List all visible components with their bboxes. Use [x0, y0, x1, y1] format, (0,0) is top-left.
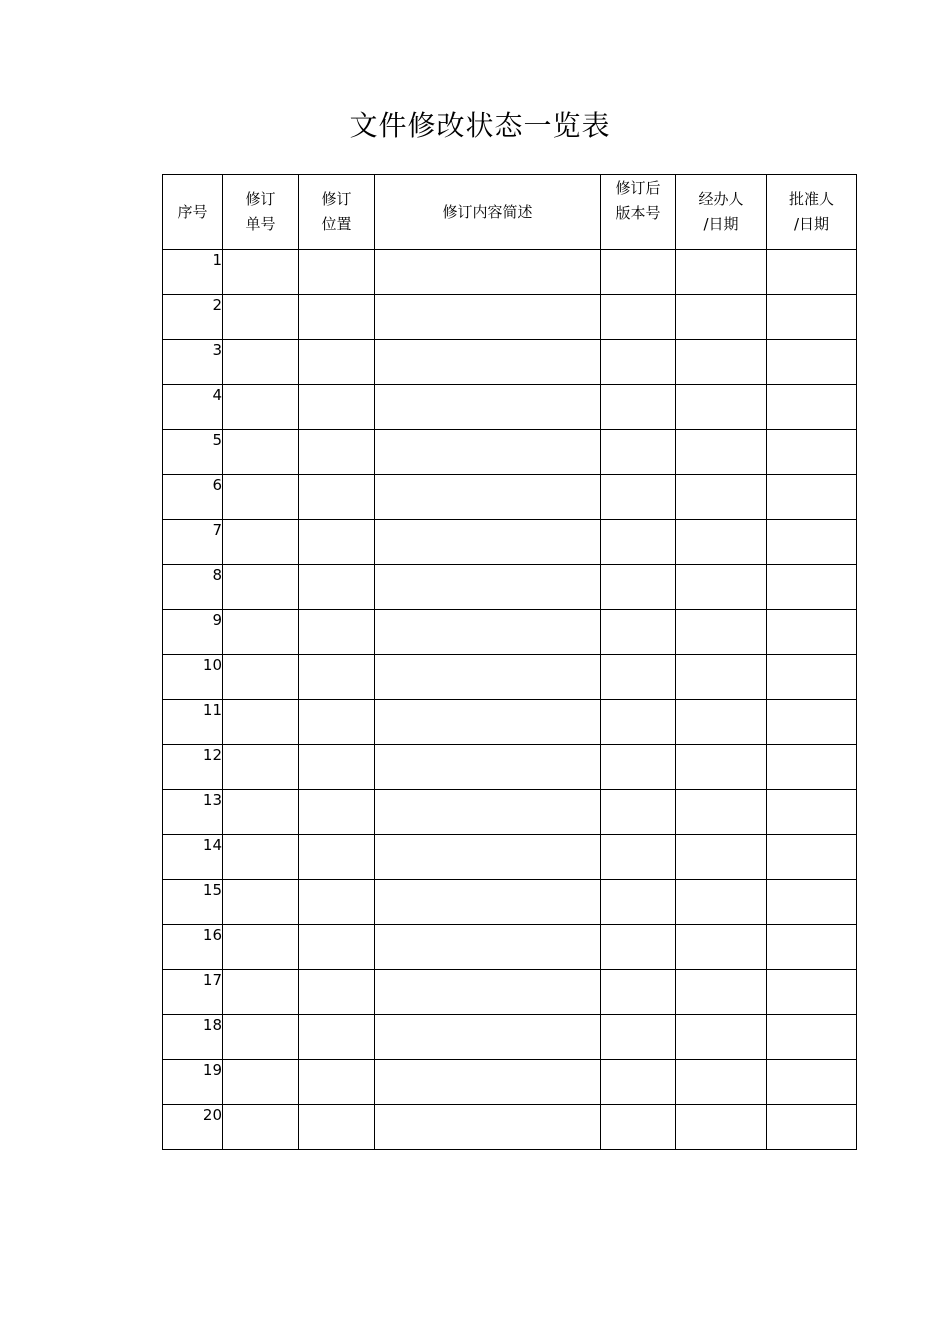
table-row — [163, 655, 857, 700]
table-row — [163, 475, 857, 520]
seq-number-cell: 1 — [163, 250, 223, 295]
version-cell[interactable] — [601, 520, 676, 565]
revision-location-cell[interactable] — [299, 1015, 375, 1060]
revision-order-no-cell[interactable] — [223, 655, 299, 700]
revision-summary-cell[interactable] — [375, 880, 601, 925]
revision-location-cell[interactable] — [299, 520, 375, 565]
version-cell[interactable] — [601, 565, 676, 610]
seq-number-cell: 13 — [163, 790, 223, 835]
seq-number-cell: 11 — [163, 700, 223, 745]
header-seq-no: 序号 — [163, 175, 223, 250]
seq-number-cell: 18 — [163, 1015, 223, 1060]
approver-date-cell[interactable] — [767, 1015, 857, 1060]
approver-date-cell[interactable] — [767, 1060, 857, 1105]
handler-date-cell[interactable] — [676, 835, 767, 880]
handler-date-cell[interactable] — [676, 565, 767, 610]
seq-number-cell: 9 — [163, 610, 223, 655]
revision-summary-cell[interactable] — [375, 700, 601, 745]
table-row — [163, 295, 857, 340]
approver-date-cell[interactable] — [767, 745, 857, 790]
approver-date-cell[interactable] — [767, 655, 857, 700]
revision-location-cell[interactable] — [299, 1060, 375, 1105]
handler-date-cell[interactable] — [676, 790, 767, 835]
handler-date-cell[interactable] — [676, 970, 767, 1015]
page-title: 文件修改状态一览表 — [349, 109, 611, 142]
revision-location-cell[interactable] — [299, 835, 375, 880]
handler-date-cell[interactable] — [676, 250, 767, 295]
approver-date-cell[interactable] — [767, 250, 857, 295]
seq-number-cell: 6 — [163, 475, 223, 520]
seq-number-cell: 8 — [163, 565, 223, 610]
table-row — [163, 925, 857, 970]
revision-order-no-cell[interactable] — [223, 1105, 299, 1150]
revision-summary-cell[interactable] — [375, 340, 601, 385]
approver-date-cell[interactable] — [767, 520, 857, 565]
seq-number-cell: 20 — [163, 1105, 223, 1150]
revision-summary-cell[interactable] — [375, 610, 601, 655]
version-cell[interactable] — [601, 385, 676, 430]
revision-order-no-cell[interactable] — [223, 385, 299, 430]
revision-summary-cell[interactable] — [375, 1105, 601, 1150]
revision-order-no-cell[interactable] — [223, 295, 299, 340]
header-version-after-revision: 修订后 版本号 — [601, 175, 676, 250]
revision-status-table — [162, 174, 857, 1150]
seq-number-cell: 7 — [163, 520, 223, 565]
version-cell[interactable] — [601, 745, 676, 790]
handler-date-cell[interactable] — [676, 880, 767, 925]
seq-number-cell: 5 — [163, 430, 223, 475]
approver-date-cell[interactable] — [767, 430, 857, 475]
seq-number-cell: 4 — [163, 385, 223, 430]
table-row — [163, 790, 857, 835]
table-row — [163, 250, 857, 295]
approver-date-cell[interactable] — [767, 1105, 857, 1150]
revision-location-cell[interactable] — [299, 700, 375, 745]
header-handler-date: 经办人 /日期 — [676, 175, 767, 250]
table-row — [163, 880, 857, 925]
revision-summary-cell[interactable] — [375, 790, 601, 835]
revision-order-no-cell[interactable] — [223, 475, 299, 520]
revision-summary-cell[interactable] — [375, 430, 601, 475]
seq-number-cell: 17 — [163, 970, 223, 1015]
approver-date-cell[interactable] — [767, 925, 857, 970]
revision-summary-cell[interactable] — [375, 385, 601, 430]
revision-order-no-cell[interactable] — [223, 610, 299, 655]
revision-order-no-cell[interactable] — [223, 925, 299, 970]
revision-location-cell[interactable] — [299, 790, 375, 835]
revision-summary-cell[interactable] — [375, 970, 601, 1015]
handler-date-cell[interactable] — [676, 1105, 767, 1150]
seq-number-cell: 2 — [163, 295, 223, 340]
version-cell[interactable] — [601, 655, 676, 700]
revision-summary-cell[interactable] — [375, 295, 601, 340]
version-cell[interactable] — [601, 925, 676, 970]
table-row — [163, 385, 857, 430]
revision-location-cell[interactable] — [299, 295, 375, 340]
revision-location-cell[interactable] — [299, 880, 375, 925]
table-row — [163, 970, 857, 1015]
handler-date-cell[interactable] — [676, 1015, 767, 1060]
approver-date-cell[interactable] — [767, 880, 857, 925]
table-row — [163, 1060, 857, 1105]
table-row — [163, 520, 857, 565]
revision-summary-cell[interactable] — [375, 835, 601, 880]
table-row — [163, 835, 857, 880]
handler-date-cell[interactable] — [676, 430, 767, 475]
revision-location-cell[interactable] — [299, 745, 375, 790]
approver-date-cell[interactable] — [767, 790, 857, 835]
version-cell[interactable] — [601, 1105, 676, 1150]
revision-order-no-cell[interactable] — [223, 520, 299, 565]
revision-location-cell[interactable] — [299, 340, 375, 385]
version-cell[interactable] — [601, 835, 676, 880]
revision-summary-cell[interactable] — [375, 565, 601, 610]
revision-location-cell[interactable] — [299, 385, 375, 430]
header-approver-date: 批准人 /日期 — [767, 175, 857, 250]
revision-order-no-cell[interactable] — [223, 340, 299, 385]
revision-order-no-cell[interactable] — [223, 745, 299, 790]
revision-summary-cell[interactable] — [375, 1015, 601, 1060]
handler-date-cell[interactable] — [676, 1060, 767, 1105]
header-revision-order-no: 修订 单号 — [223, 175, 299, 250]
revision-summary-cell[interactable] — [375, 1060, 601, 1105]
version-cell[interactable] — [601, 610, 676, 655]
table-row — [163, 565, 857, 610]
revision-location-cell[interactable] — [299, 430, 375, 475]
seq-number-cell: 15 — [163, 880, 223, 925]
approver-date-cell[interactable] — [767, 700, 857, 745]
table-row — [163, 340, 857, 385]
approver-date-cell[interactable] — [767, 835, 857, 880]
revision-order-no-cell[interactable] — [223, 430, 299, 475]
approver-date-cell[interactable] — [767, 475, 857, 520]
table-row — [163, 1105, 857, 1150]
version-cell[interactable] — [601, 1015, 676, 1060]
version-cell[interactable] — [601, 430, 676, 475]
revision-summary-cell[interactable] — [375, 475, 601, 520]
approver-date-cell[interactable] — [767, 970, 857, 1015]
handler-date-cell[interactable] — [676, 700, 767, 745]
table-row — [163, 745, 857, 790]
version-cell[interactable] — [601, 790, 676, 835]
version-cell[interactable] — [601, 295, 676, 340]
handler-date-cell[interactable] — [676, 340, 767, 385]
version-cell[interactable] — [601, 250, 676, 295]
table-row — [163, 430, 857, 475]
version-cell[interactable] — [601, 970, 676, 1015]
handler-date-cell[interactable] — [676, 925, 767, 970]
revision-location-cell[interactable] — [299, 1105, 375, 1150]
approver-date-cell[interactable] — [767, 295, 857, 340]
revision-order-no-cell[interactable] — [223, 790, 299, 835]
table-row — [163, 610, 857, 655]
approver-date-cell[interactable] — [767, 340, 857, 385]
approver-date-cell[interactable] — [767, 385, 857, 430]
seq-number-cell: 16 — [163, 925, 223, 970]
approver-date-cell[interactable] — [767, 610, 857, 655]
revision-order-no-cell[interactable] — [223, 970, 299, 1015]
revision-summary-cell[interactable] — [375, 745, 601, 790]
handler-date-cell[interactable] — [676, 385, 767, 430]
revision-order-no-cell[interactable] — [223, 1015, 299, 1060]
table-row — [163, 1015, 857, 1060]
revision-location-cell[interactable] — [299, 925, 375, 970]
version-cell[interactable] — [601, 880, 676, 925]
seq-number-cell: 14 — [163, 835, 223, 880]
version-cell[interactable] — [601, 340, 676, 385]
revision-order-no-cell[interactable] — [223, 700, 299, 745]
revision-location-cell[interactable] — [299, 475, 375, 520]
revision-order-no-cell[interactable] — [223, 250, 299, 295]
handler-date-cell[interactable] — [676, 610, 767, 655]
revision-summary-cell[interactable] — [375, 655, 601, 700]
approver-date-cell[interactable] — [767, 565, 857, 610]
handler-date-cell[interactable] — [676, 295, 767, 340]
version-cell[interactable] — [601, 475, 676, 520]
header-revision-location: 修订 位置 — [299, 175, 375, 250]
revision-location-cell[interactable] — [299, 565, 375, 610]
header-revision-summary: 修订内容简述 — [375, 175, 601, 250]
handler-date-cell[interactable] — [676, 655, 767, 700]
version-cell[interactable] — [601, 1060, 676, 1105]
version-cell[interactable] — [601, 700, 676, 745]
revision-location-cell[interactable] — [299, 655, 375, 700]
revision-order-no-cell[interactable] — [223, 1060, 299, 1105]
seq-number-cell: 10 — [163, 655, 223, 700]
handler-date-cell[interactable] — [676, 745, 767, 790]
revision-summary-cell[interactable] — [375, 520, 601, 565]
revision-summary-cell[interactable] — [375, 925, 601, 970]
revision-order-no-cell[interactable] — [223, 880, 299, 925]
handler-date-cell[interactable] — [676, 520, 767, 565]
revision-order-no-cell[interactable] — [223, 835, 299, 880]
revision-summary-cell[interactable] — [375, 250, 601, 295]
table-row — [163, 700, 857, 745]
revision-order-no-cell[interactable] — [223, 565, 299, 610]
handler-date-cell[interactable] — [676, 475, 767, 520]
seq-number-cell: 3 — [163, 340, 223, 385]
seq-number-cell: 19 — [163, 1060, 223, 1105]
revision-location-cell[interactable] — [299, 250, 375, 295]
table-header-row — [163, 175, 857, 250]
seq-number-cell: 12 — [163, 745, 223, 790]
revision-location-cell[interactable] — [299, 610, 375, 655]
revision-location-cell[interactable] — [299, 970, 375, 1015]
table-body — [163, 250, 857, 1150]
